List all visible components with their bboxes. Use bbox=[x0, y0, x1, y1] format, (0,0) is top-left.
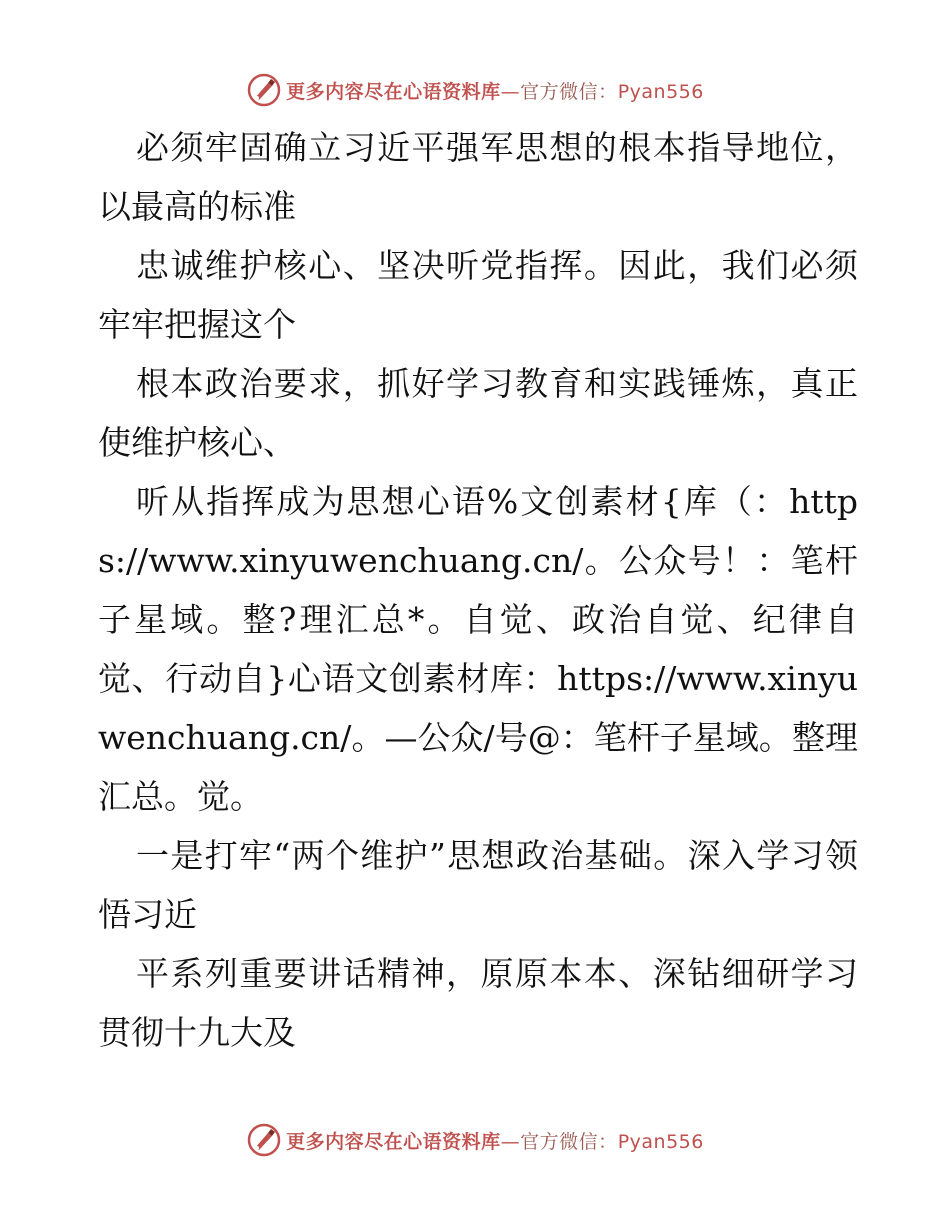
paragraph: 忠诚维护核心、坚决听党指挥。因此，我们必须牢牢把握这个 bbox=[98, 246, 858, 344]
banner-text bbox=[286, 77, 704, 104]
paragraph: 必须牢固确立习近平强军思想的根本指导地位，以最高的标准 bbox=[98, 128, 858, 226]
banner-wechat-label: 官方微信： bbox=[520, 1130, 618, 1153]
banner-brand: 更多内容尽在心语资料库 bbox=[286, 80, 501, 103]
paragraph: 一是打牢“两个维护”思想政治基础。深入学习领悟习近 bbox=[98, 836, 858, 934]
paragraph: 根本政治要求，抓好学习教育和实践锤炼，真正使维护核心、 bbox=[98, 364, 858, 462]
header-banner bbox=[0, 70, 950, 110]
banner-dash: — bbox=[500, 80, 521, 103]
paragraph: 听从指挥成为思想心语%文创素材{库（：https://www.xinyuwenchuang.cn/。公众号！：笔杆子星域。整?理汇总*。自觉、政治自觉、纪律自觉、行动自}心语文创素材库：https://www.xinyuwenchuang.cn/。—公众/号@：笔杆子星域。整理汇总。觉。 bbox=[98, 482, 858, 816]
pen-logo-icon bbox=[246, 1122, 282, 1158]
banner-text bbox=[286, 1127, 704, 1154]
banner-wechat-id: Pyan556 bbox=[617, 80, 704, 103]
banner-brand: 更多内容尽在心语资料库 bbox=[286, 1130, 501, 1153]
pen-logo-icon bbox=[246, 72, 282, 108]
banner-wechat-label: 官方微信： bbox=[520, 80, 618, 103]
document-body bbox=[98, 118, 858, 1062]
banner-wechat-id: Pyan556 bbox=[617, 1130, 704, 1153]
paragraph: 平系列重要讲话精神，原原本本、深钻细研学习贯彻十九大及 bbox=[98, 954, 858, 1052]
banner-dash: — bbox=[500, 1130, 521, 1153]
footer-banner bbox=[0, 1120, 950, 1160]
